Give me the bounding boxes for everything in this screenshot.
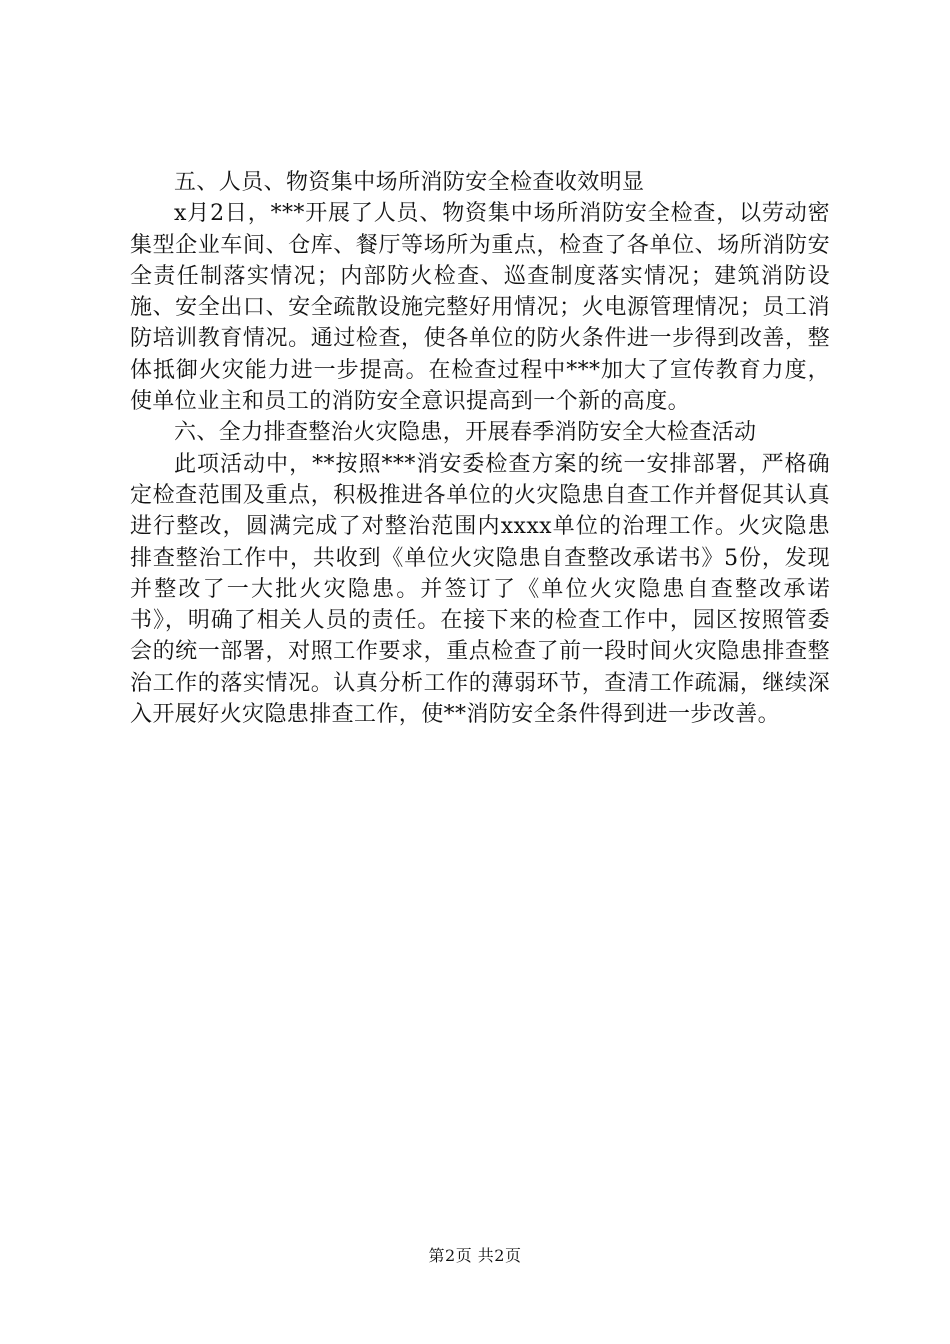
document-body	[130, 167, 830, 730]
section-paragraph-5: x月2日，***开展了人员、物资集中场所消防安全检查，以劳动密集型企业车间、仓库、餐厅等场所为重点，检查了各单位、场所消防安全责任制落实情况；内部防火检查、巡查制度落实情况；建筑消防设施、安全出口、安全疏散设施完整好用情况；火电源管理情况；员工消防培训教育情况。通过检查，使各单位的防火条件进一步得到改善，整体抵御火灾能力进一步提高。在检查过程中***加大了宣传教育力度，使单位业主和员工的消防安全意识提高到一个新的高度。	[130, 201, 830, 415]
section-heading-6: 六、全力排查整治火灾隐患，开展春季消防安全大检查活动	[174, 420, 757, 446]
section-heading-5: 五、人员、物资集中场所消防安全检查收效明显	[174, 170, 645, 195]
page-number-footer: 第2页 共2页	[428, 1246, 522, 1265]
section-paragraph-6: 此项活动中，**按照***消安委检查方案的统一安排部署，严格确定检查范围及重点，积极推进各单位的火灾隐患自查工作并督促其认真进行整改，圆满完成了对整治范围内xxxx单位的治理工作。火灾隐患排查整治工作中，共收到《单位火灾隐患自查整改承诺书》5份，发现并整改了一大批火灾隐患。并签订了《单位火灾隐患自查整改承诺书》，明确了相关人员的责任。在接下来的检查工作中，园区按照管委会的统一部署，对照工作要求，重点检查了前一段时间火灾隐患排查整治工作的落实情况。认真分析工作的薄弱环节，查清工作疏漏，继续深入开展好火灾隐患排查工作，使**消防安全条件得到进一步改善。	[130, 451, 830, 728]
